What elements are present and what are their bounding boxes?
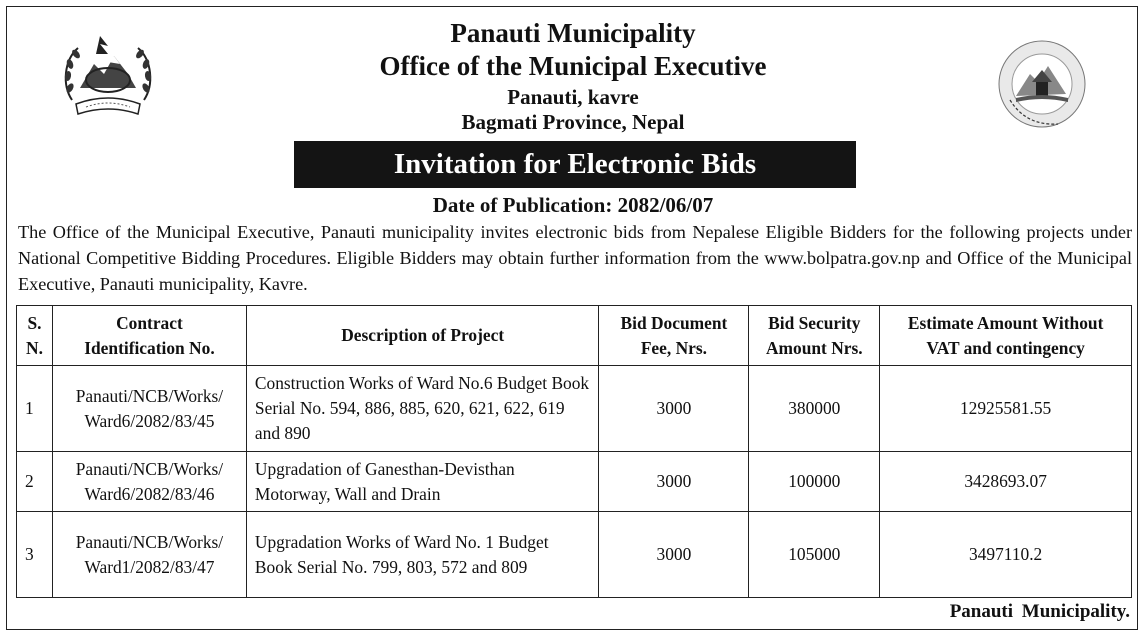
header-bid-security: Bid Security Amount Nrs. <box>749 306 880 366</box>
row-description: Upgradation of Ganesthan-Devisthan Motorway, Wall and Drain <box>246 452 599 512</box>
row-sn: 3 <box>17 512 53 598</box>
row-description: Construction Works of Ward No.6 Budget Book Serial No. 594, 886, 885, 620, 621, 622, 619 and 890 <box>246 366 599 452</box>
header-description: Description of Project <box>246 306 599 366</box>
row-doc-fee: 3000 <box>599 452 749 512</box>
row-contract-id: Panauti/NCB/Works/ Ward6/2082/83/46 <box>52 452 246 512</box>
row-contract-id: Panauti/NCB/Works/ Ward6/2082/83/45 <box>52 366 246 452</box>
row-sn: 2 <box>17 452 53 512</box>
header-doc-fee: Bid Document Fee, Nrs. <box>599 306 749 366</box>
municipality-name: Panauti Municipality <box>450 18 696 48</box>
header-estimate: Estimate Amount Without VAT and contingency <box>880 306 1132 366</box>
table-row <box>17 512 1132 598</box>
intro-paragraph: The Office of the Municipal Executive, Panauti municipality invites electronic bids from Nepalese Eligible Bidders for the following projects under National Competitive Bidding Procedures. Eligible Bidders may obtain further information from the www.bolpatra.gov.np and Office of the Municipal Executive, Panauti municipality, Kavre. <box>18 222 1132 294</box>
row-estimate: 12925581.55 <box>880 366 1132 452</box>
notice-title-banner: Invitation for Electronic Bids <box>294 141 856 188</box>
header-sn: S. N. <box>17 306 53 366</box>
office-location: Panauti, kavre <box>507 85 639 109</box>
row-description: Upgradation Works of Ward No. 1 Budget Book Serial No. 799, 803, 572 and 809 <box>246 512 599 598</box>
row-sn: 1 <box>17 366 53 452</box>
row-contract-id: Panauti/NCB/Works/ Ward1/2082/83/47 <box>52 512 246 598</box>
bid-table <box>16 305 1132 598</box>
row-bid-security: 380000 <box>749 366 880 452</box>
table-row <box>17 452 1132 512</box>
publication-date: Date of Publication: 2082/06/07 <box>432 193 714 217</box>
header-contract-id: Contract Identification No. <box>52 306 246 366</box>
row-doc-fee: 3000 <box>599 512 749 598</box>
row-bid-security: 105000 <box>749 512 880 598</box>
row-estimate: 3497110.2 <box>880 512 1132 598</box>
signoff: Panauti Municipality. <box>949 601 1130 622</box>
row-bid-security: 100000 <box>749 452 880 512</box>
row-doc-fee: 3000 <box>599 366 749 452</box>
office-name: Office of the Municipal Executive <box>379 51 767 81</box>
table-row <box>17 366 1132 452</box>
table-header-row <box>17 306 1132 366</box>
province-name: Bagmati Province, Nepal <box>461 110 685 134</box>
row-estimate: 3428693.07 <box>880 452 1132 512</box>
